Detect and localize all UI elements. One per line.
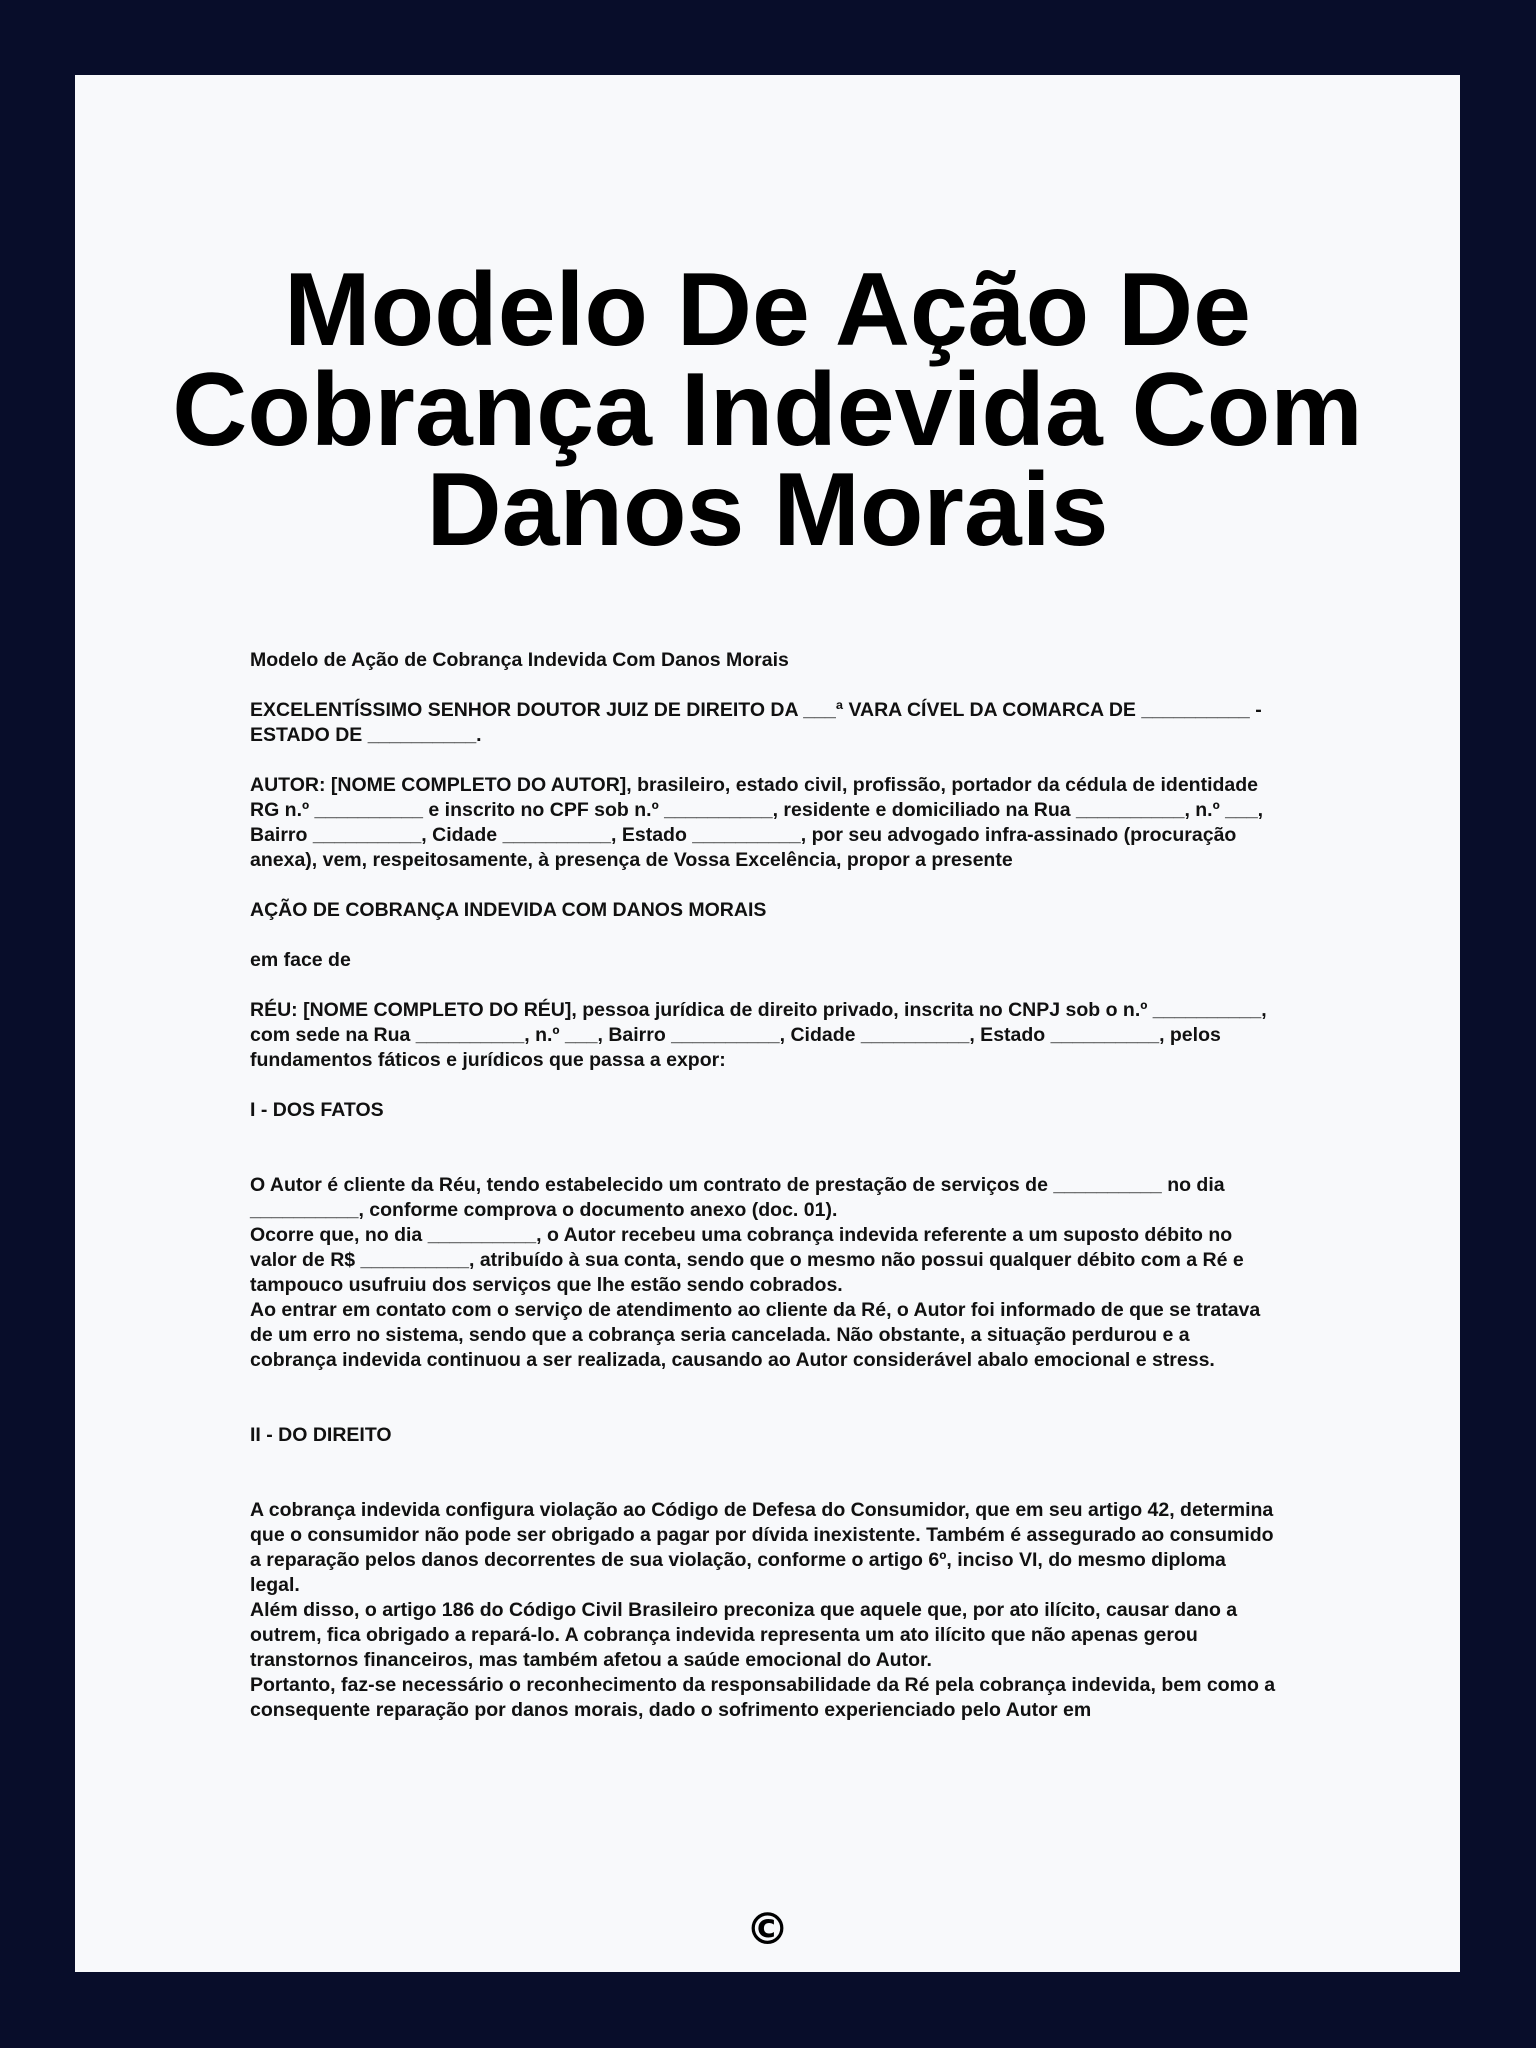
em-face-de: em face de	[250, 949, 351, 971]
direito-paragraph-3: Portanto, faz-se necessário o reconhecimento da responsabilidade da Ré pela cobrança indevida, bem como a consequente reparação por danos morais, dado o sofrimento experienciado pelo Autor em	[250, 1674, 1281, 1721]
action-title: AÇÃO DE COBRANÇA INDEVIDA COM DANOS MORAIS	[250, 899, 767, 921]
court-address: EXCELENTÍSSIMO SENHOR DOUTOR JUIZ DE DIREITO DA ___ª VARA CÍVEL DA COMARCA DE __________ - ESTADO DE __________.	[250, 699, 1268, 746]
document-page	[75, 75, 1460, 1972]
copyright-icon: ©	[745, 1904, 790, 1955]
document-subtitle: Modelo de Ação de Cobrança Indevida Com Danos Morais	[250, 649, 789, 671]
autor-paragraph: AUTOR: [NOME COMPLETO DO AUTOR], brasileiro, estado civil, profissão, portador da cédula de identidade RG n.º __________ e inscrito no CPF sob n.º __________, residente e domiciliado na Rua __________, n.º ___, Bairro __________, Cidade __________, Estado __________, por seu advogado infra-assinado (procuração anexa), vem, respeitosamente, à presença de Vossa Excelência, propor a presente	[250, 774, 1269, 871]
direito-paragraph-2: Além disso, o artigo 186 do Código Civil Brasileiro preconiza que aquele que, por ato ilícito, causar dano a outrem, fica obrigado a repará-lo. A cobrança indevida representa um ato ilícito que não apenas gerou transtornos financeiros, mas também afetou a saúde emocional do Autor.	[250, 1599, 1243, 1671]
document-body	[250, 648, 1280, 1723]
title-line-3: Danos Morais	[426, 452, 1109, 568]
fatos-paragraph-1: O Autor é cliente da Réu, tendo estabelecido um contrato de prestação de serviços de __________ no dia __________, conforme comprova o documento anexo (doc. 01).	[250, 1174, 1231, 1221]
section-heading-fatos: I - DOS FATOS	[250, 1099, 384, 1121]
title-line-1: Modelo De Ação De	[284, 252, 1251, 368]
document-title	[75, 252, 1460, 568]
direito-paragraph-1: A cobrança indevida configura violação ao Código de Defesa do Consumidor, que em seu artigo 42, determina que o consumidor não pode ser obrigado a pagar por dívida inexistente. Também é assegurado ao consumido a reparação pelos danos decorrentes de sua violação, conforme o artigo 6º, inciso VI, do mesmo diploma legal.	[250, 1499, 1280, 1596]
title-line-2: Cobrança Indevida Com	[172, 352, 1363, 468]
section-heading-direito: II - DO DIREITO	[250, 1424, 392, 1446]
reu-paragraph: RÉU: [NOME COMPLETO DO RÉU], pessoa jurídica de direito privado, inscrita no CNPJ sob o n.º __________, com sede na Rua __________, n.º ___, Bairro __________, Cidade __________, Estado __________, pelos fundamentos fáticos e jurídicos que passa a expor:	[250, 999, 1273, 1071]
fatos-paragraph-3: Ao entrar em contato com o serviço de atendimento ao cliente da Ré, o Autor foi informado de que se tratava de um erro no sistema, sendo que a cobrança seria cancelada. Não obstante, a situação perdurou e a cobrança indevida continuou a ser realizada, causando ao Autor considerável abalo emocional e stress.	[250, 1299, 1266, 1371]
fatos-paragraph-2: Ocorre que, no dia __________, o Autor recebeu uma cobrança indevida referente a um suposto débito no valor de R$ __________, atribuído à sua conta, sendo que o mesmo não possui qualquer débito com a Ré e tampouco usufruiu dos serviços que lhe estão sendo cobrados.	[250, 1224, 1250, 1296]
